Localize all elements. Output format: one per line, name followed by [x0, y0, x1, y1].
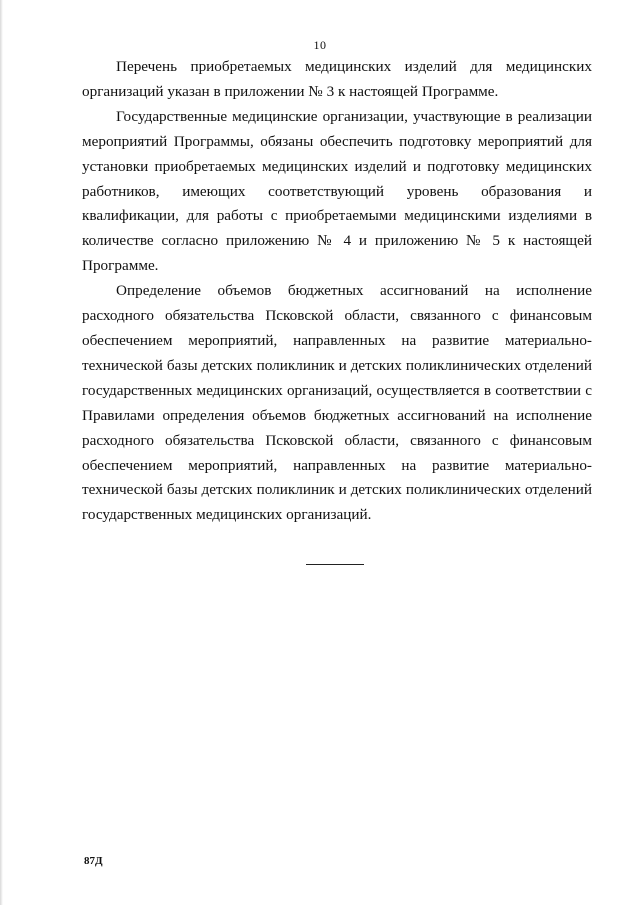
paragraph-organization-duties: Государственные медицинские организации, участвующие в реализации мероприятий Программы, обязаны обеспечить подготовку мероприятий для установки приобретаемых медицинских изделий и подготовку медицинских работников, имеющих соответствующий уровень образования и квалификации, для работы с приобретаемыми медицинскими изделиями в количестве согласно приложению № 4 и приложению № 5 к настоящей Программе.	[82, 107, 592, 275]
paragraph-equipment-list: Перечень приобретаемых медицинских изделий для медицинских организаций указан в приложении № 3 к настоящей Программе.	[82, 58, 592, 100]
end-separator-line	[306, 564, 364, 565]
scan-edge	[0, 0, 3, 905]
footer-code: 87Д	[84, 855, 103, 867]
body-text	[82, 55, 592, 528]
page-number: 10	[313, 38, 327, 52]
paragraph-budget-allocation: Определение объемов бюджетных ассигнований на исполнение расходного обязательства Псковской области, связанного с финансовым обеспечением мероприятий, направленных на развитие материально-технической базы детских поликлиник и детских поликлинических отделений государственных медицинских организаций, осуществляется в соответствии с Правилами определения объемов бюджетных ассигнований на исполнение расходного обязательства Псковской области, связанного с финансовым обеспечением мероприятий, направленных на развитие материально-технической базы детских поликлиник и детских поликлинических отделений государственных медицинских организаций.	[82, 282, 592, 524]
